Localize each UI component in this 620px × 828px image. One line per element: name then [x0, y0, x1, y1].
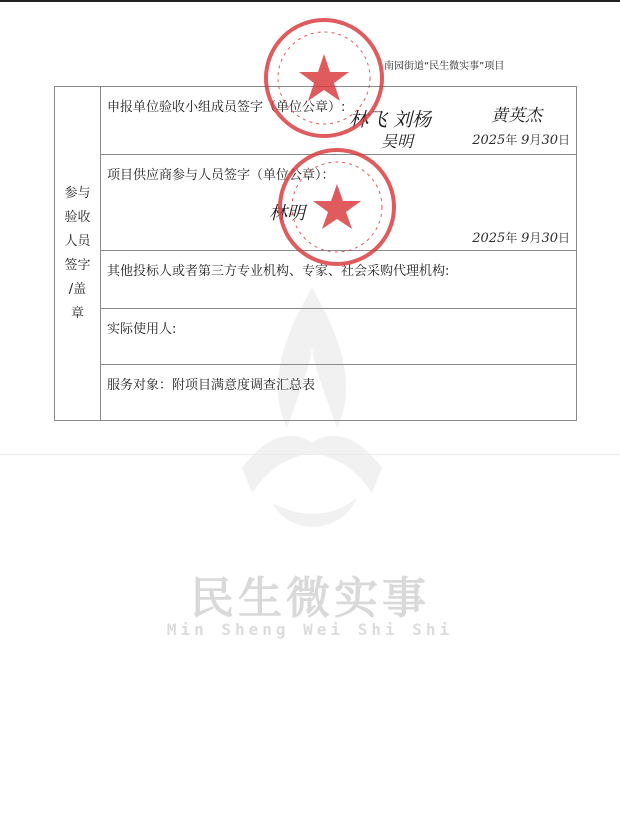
side-label	[55, 182, 100, 326]
side-label-line: 人员	[64, 233, 91, 249]
row-label: 实际使用人:	[107, 322, 177, 337]
watermark-title: 民生微实事	[190, 573, 430, 624]
date: 2025年 9月30日	[472, 133, 570, 148]
official-seal-icon	[262, 16, 386, 140]
signature: 林明	[269, 203, 305, 224]
signature: 黄英杰	[491, 106, 542, 126]
row-label: 服务对象：附项目满意度调查汇总表	[107, 378, 316, 393]
top-rule	[0, 0, 620, 2]
side-label-line: 验收	[64, 209, 91, 225]
watermark-divider	[0, 454, 620, 455]
signature: 林飞 刘杨	[349, 109, 432, 131]
row-service-object	[101, 365, 577, 421]
side-label-cell	[55, 87, 101, 421]
signature: 吴明	[381, 132, 414, 151]
header-note: 南园街道“民生微实事”项目	[384, 61, 505, 72]
watermark-subtitle: Min Sheng Wei Shi Shi	[166, 620, 454, 639]
side-label-line: /盖	[68, 281, 87, 297]
side-label-line: 参与	[64, 185, 91, 201]
row-label: 其他投标人或者第三方专业机构、专家、社会采购代理机构:	[107, 264, 450, 279]
official-seal-icon	[276, 146, 398, 268]
row-actual-user	[101, 309, 577, 365]
side-label-line: 章	[70, 305, 84, 321]
side-label-line: 签字	[64, 257, 91, 273]
date: 2025年 9月30日	[472, 231, 570, 246]
row-label: 项目供应商参与人员签字（单位公章）：	[107, 168, 335, 183]
row-label: 申报单位验收小组成员签字（单位公章）:	[107, 100, 346, 115]
